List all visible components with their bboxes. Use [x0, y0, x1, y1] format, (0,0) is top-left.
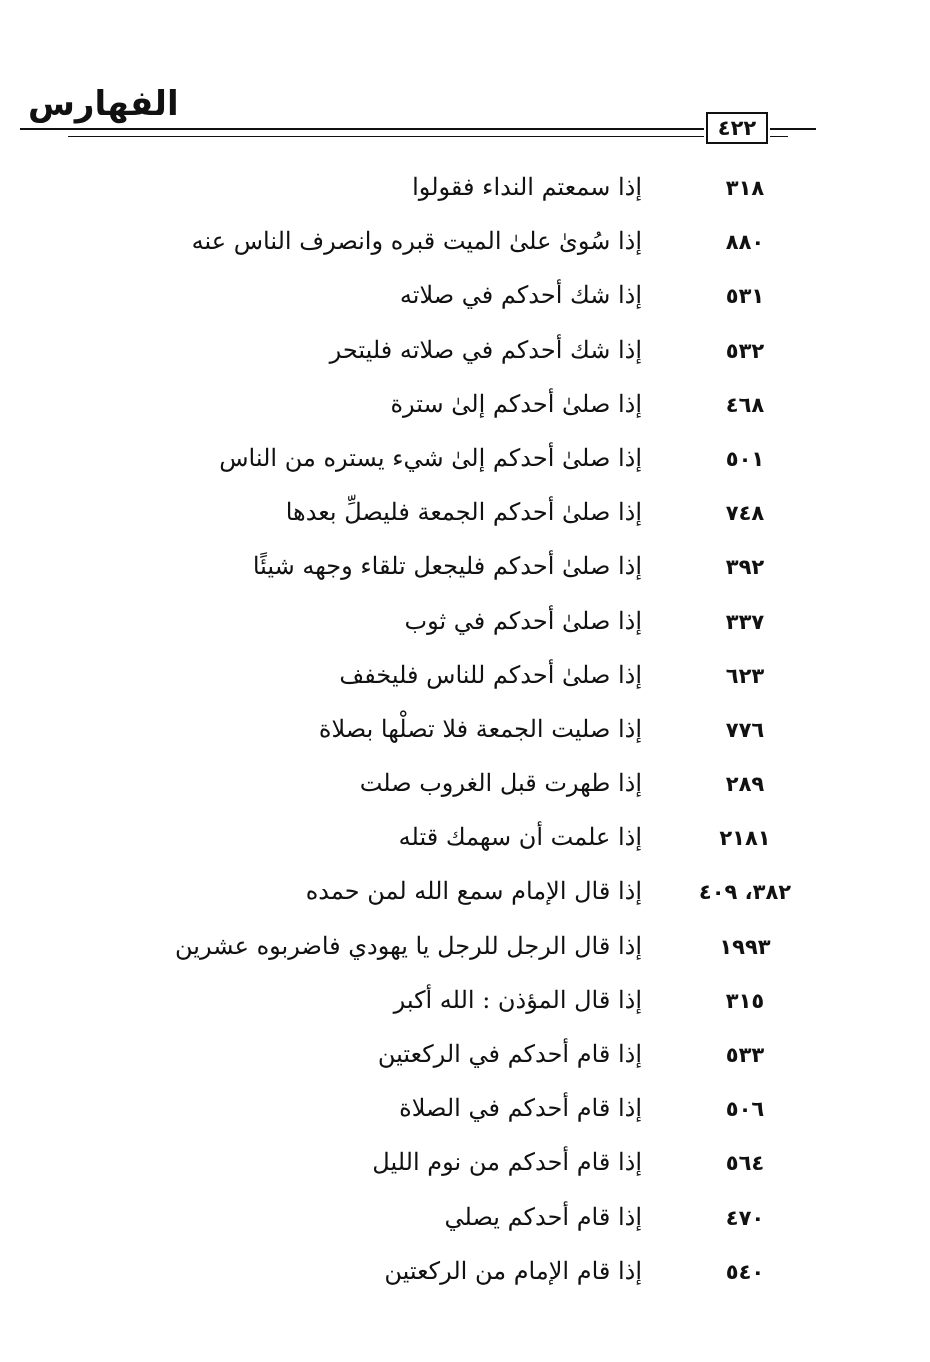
- index-entry: [0, 921, 930, 975]
- page-header: [0, 0, 930, 160]
- entry-text: إذا قال المؤذن : الله أكبر: [393, 985, 642, 1014]
- index-list: [0, 162, 930, 1300]
- entry-number: ٣١٥: [725, 988, 765, 1013]
- entry-number: ١٩٩٣: [719, 934, 771, 959]
- index-entry: [0, 541, 930, 595]
- index-entry: [0, 1137, 930, 1191]
- entry-text: إذا صلىٰ أحدكم للناس فليخفف: [339, 660, 642, 689]
- entry-number: ٧٤٨: [725, 501, 765, 526]
- index-entry: [0, 216, 930, 270]
- entry-number: ٣٨٢، ٤٠٩: [698, 880, 792, 905]
- entry-text: إذا سُوىٰ علىٰ الميت قبره وانصرف الناس عنه: [191, 227, 642, 256]
- index-entry: [0, 1246, 930, 1300]
- index-entry: [0, 1192, 930, 1246]
- header-rule-thin: [68, 136, 704, 137]
- index-entry: [0, 758, 930, 812]
- entry-text: إذا قال الإمام سمع الله لمن حمده: [305, 877, 642, 906]
- entry-number: ٥٣١: [725, 284, 765, 309]
- entry-text: إذا شك أحدكم في صلاته: [399, 281, 642, 310]
- entry-number: ٣٩٢: [725, 555, 765, 580]
- index-entry: [0, 379, 930, 433]
- entry-text: إذا شك أحدكم في صلاته فليتحر: [329, 335, 642, 364]
- index-entry: [0, 650, 930, 704]
- entry-text: إذا قام أحدكم يصلي: [444, 1202, 642, 1231]
- entry-text: إذا قام أحدكم في الركعتين: [377, 1040, 642, 1068]
- entry-text: إذا صليت الجمعة فلا تصلْها بصلاة: [318, 714, 642, 743]
- entry-text: إذا قام الإمام من الركعتين: [384, 1256, 642, 1285]
- entry-text: إذا صلىٰ أحدكم في ثوب: [404, 606, 642, 635]
- entry-text: إذا علمت أن سهمك قتله: [398, 823, 642, 852]
- entry-number: ٣٣٧: [725, 609, 765, 634]
- entry-number: ٨٨٠: [725, 230, 765, 255]
- entry-number: ٧٧٦: [725, 717, 765, 742]
- index-entry: [0, 162, 930, 216]
- index-entry: [0, 866, 930, 920]
- entry-number: ٥٠١: [725, 446, 765, 471]
- index-entry: [0, 433, 930, 487]
- index-entry: [0, 596, 930, 650]
- entry-text: إذا صلىٰ أحدكم الجمعة فليصلِّ بعدها: [285, 498, 642, 527]
- index-entry: [0, 704, 930, 758]
- entry-text: إذا قام أحدكم في الصلاة: [399, 1094, 642, 1123]
- index-entry: [0, 1029, 930, 1083]
- index-entry: [0, 325, 930, 379]
- entry-number: ٦٢٣: [725, 663, 765, 688]
- entry-text: إذا صلىٰ أحدكم إلىٰ شيء يستره من الناس: [219, 443, 642, 472]
- header-rule-right-thin: [770, 136, 788, 137]
- page-number: ٤٢٢: [706, 112, 768, 144]
- entry-number: ٥٣٣: [725, 1043, 765, 1067]
- entry-text: إذا قال الرجل للرجل يا يهودي فاضربوه عشرين: [175, 931, 642, 960]
- index-entry: [0, 270, 930, 324]
- entry-number: ٥٣٢: [725, 338, 765, 363]
- entry-number: ٤٧٠: [725, 1205, 765, 1230]
- header-rule: [68, 128, 704, 130]
- entry-number: ٢٨٩: [725, 772, 765, 797]
- entry-number: ٥٠٦: [725, 1097, 765, 1122]
- header-title: الفهارس: [28, 84, 179, 124]
- header-rule-right: [770, 128, 816, 130]
- entry-text: إذا سمعتم النداء فقولوا: [412, 173, 642, 201]
- entry-number: ٢١٨١: [719, 826, 771, 851]
- index-entry: [0, 812, 930, 866]
- entry-text: إذا قام أحدكم من نوم الليل: [372, 1148, 642, 1177]
- index-entry: [0, 487, 930, 541]
- entry-text: إذا صلىٰ أحدكم إلىٰ سترة: [390, 389, 642, 418]
- entry-number: ٥٤٠: [725, 1259, 765, 1284]
- entry-text: إذا صلىٰ أحدكم فليجعل تلقاء وجهه شيئًا: [252, 552, 642, 581]
- header-rule-left: [20, 128, 68, 130]
- index-entry: [0, 975, 930, 1029]
- entry-number: ٥٦٤: [725, 1151, 765, 1176]
- entry-text: إذا طهرت قبل الغروب صلت: [359, 769, 642, 798]
- entry-number: ٣١٨: [725, 176, 765, 200]
- index-entry: [0, 1083, 930, 1137]
- entry-number: ٤٦٨: [725, 392, 765, 417]
